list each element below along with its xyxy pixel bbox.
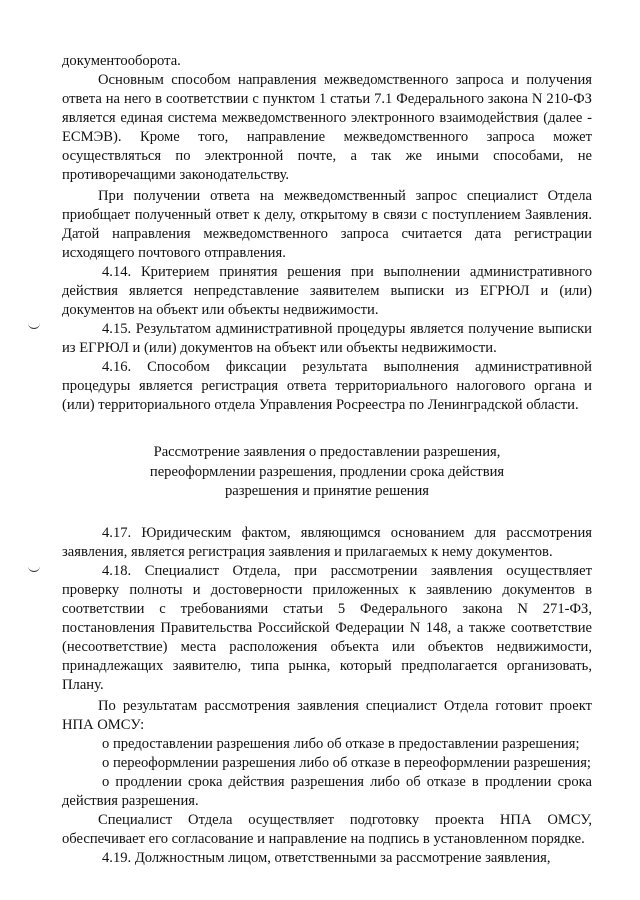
binding-hole-mark [28, 322, 40, 329]
heading-line: разрешения и принятие решения [224, 483, 430, 499]
binding-hole-mark [28, 565, 40, 572]
heading-line: Рассмотрение заявления о предоставлении разрешения, [153, 444, 501, 460]
paragraph-4-18: 4.18. Специалист Отдела, при рассмотрении заявления осуществляет проверку полноты и достоверности приложенных к заявлению документов в соответствии с требованиями статьи 5 Федерального закона N 271-ФЗ, постановления Правительства Российской Федерации N 148, а также соответствие (несоответствие) места расположения объекта или объектов недвижимости, принадлежащих заявителю, типа рынка, который предполагается организовать, Плану. [62, 562, 592, 693]
paragraph: Основным способом направления межведомственного запроса и получения ответа на него в соответствии с пунктом 1 статьи 7.1 Федерального закона N 210-ФЗ является единая система межведомственного электронного взаимодействия (далее - ЕСМЭВ). Кроме того, направление межведомственного запроса может осуществляться по электронной почте, а так же иными способами, не противоречащими законодательству. [62, 72, 592, 183]
paragraph: По результатам рассмотрения заявления специалист Отдела готовит проект НПА ОМСУ: [62, 697, 592, 733]
list-item: о предоставлении разрешения либо об отказе в предоставлении разрешения; [102, 735, 580, 752]
paragraph: документооборота. [62, 53, 181, 69]
paragraph: Специалист Отдела осуществляет подготовку проекта НПА ОМСУ, обеспечивает его согласование и направление на подпись в установленном порядке. [62, 811, 592, 847]
paragraph-4-19: 4.19. Должностным лицом, ответственными за рассмотрение заявления, [102, 849, 551, 866]
paragraph-4-15: 4.15. Результатом административной процедуры является получение выписки из ЕГРЮЛ и (или) документов на объект или объекты недвижимости. [62, 321, 592, 356]
list-item: о переоформлении разрешения либо об отказе в переоформлении разрешения; [102, 754, 591, 771]
paragraph-4-14: 4.14. Критерием принятия решения при выполнении административного действия является непредставление заявителем выписки из ЕГРЮЛ и (или) документов на объект или объекты недвижимости. [62, 264, 592, 318]
paragraph-4-17: 4.17. Юридическим фактом, являющимся основанием для рассмотрения заявления, является регистрация заявления и прилагаемых к нему документов. [62, 524, 592, 560]
paragraph: При получении ответа на межведомственный запрос специалист Отдела приобщает полученный ответ к делу, открытому в связи с поступлением Заявления. Датой направления межведомственного запроса считается дата регистрации исходящего почтового отправления. [62, 188, 592, 261]
section-heading [62, 443, 592, 502]
heading-line: переоформлении разрешения, продлении срока действия [149, 463, 505, 480]
paragraph-4-16: 4.16. Способом фиксации результата выполнения административной процедуры является регистрация ответа территориального налогового органа и (или) территориального отдела Управления Росреестра по Ленинградской области. [62, 359, 592, 413]
list-item: о продлении срока действия разрешения либо об отказе в продлении срока действия разрешения. [62, 773, 592, 809]
